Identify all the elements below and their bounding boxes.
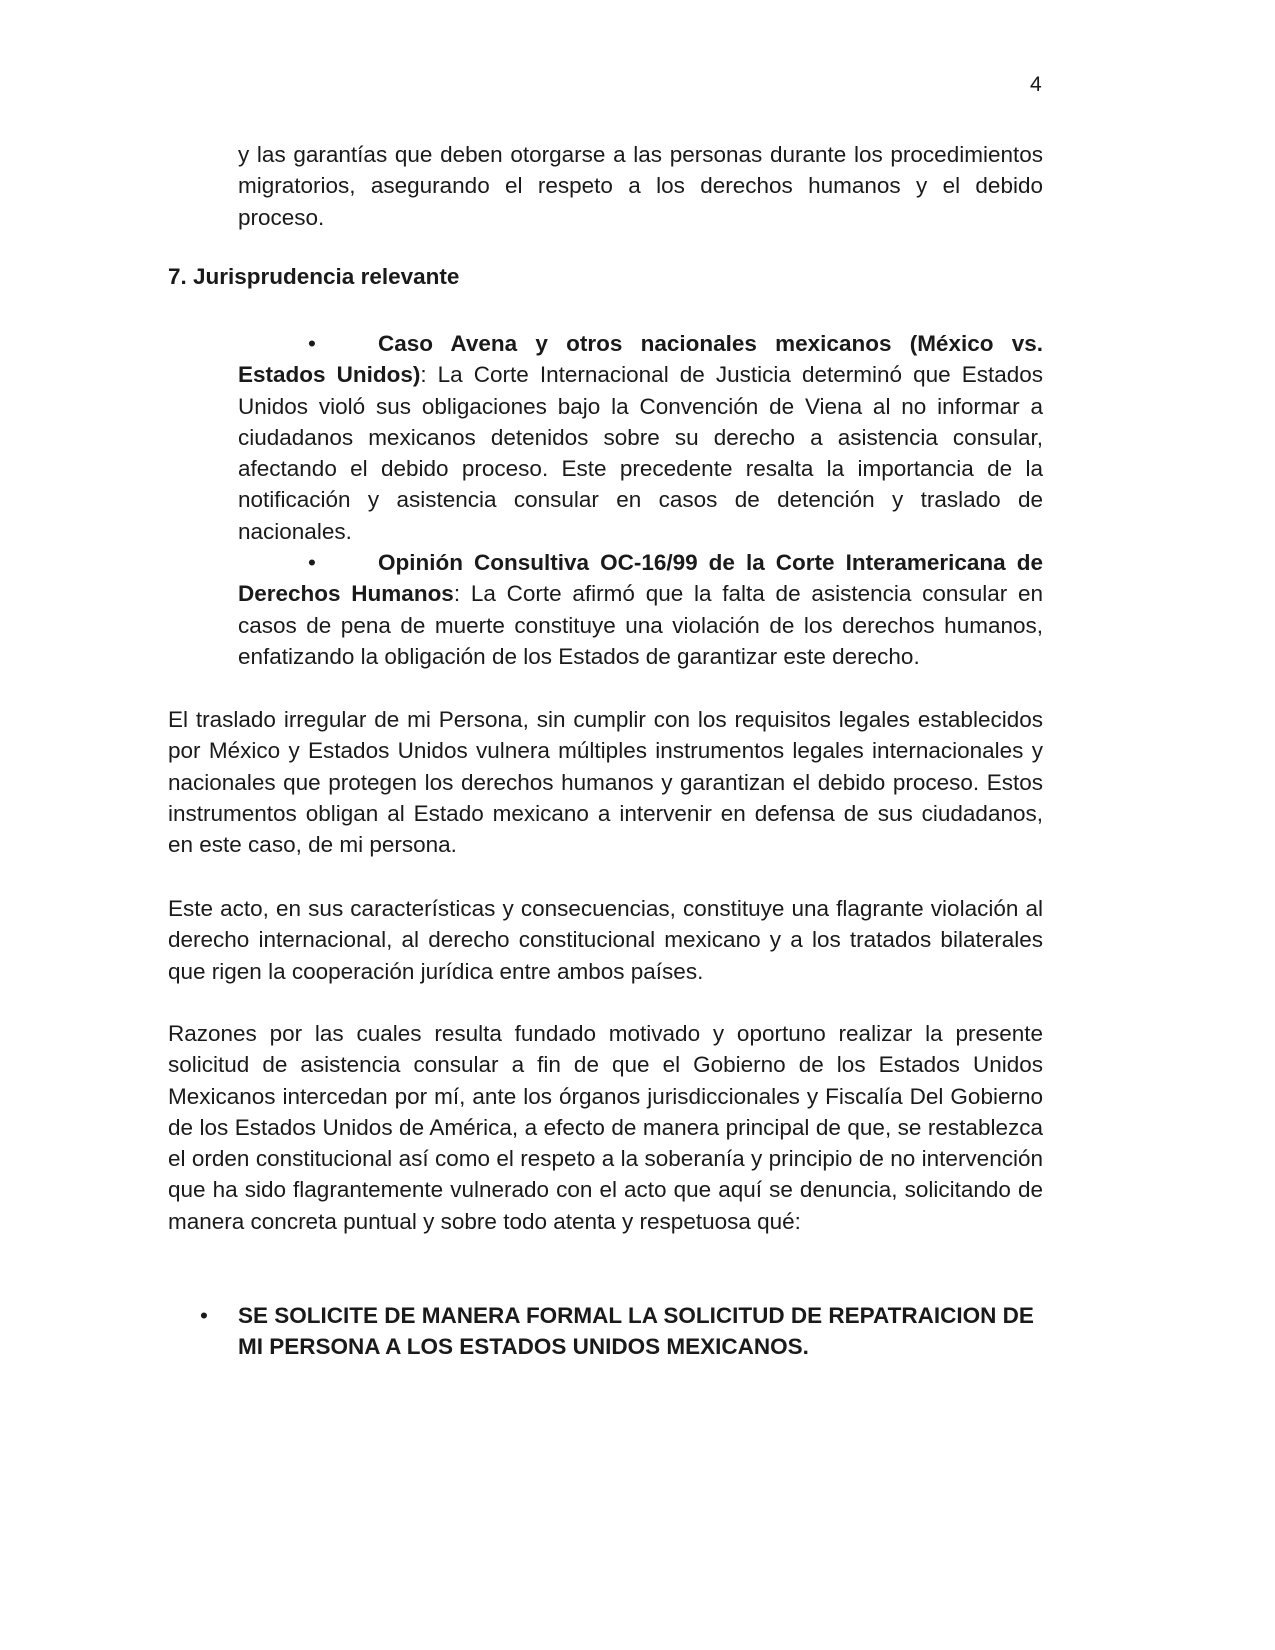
bullet-icon: • xyxy=(308,550,316,575)
jurisprudence-text: : La Corte afirmó que la falta de asistencia consular en casos de pena de muerte constituye una violación de los derechos humanos, enfatizando la obligación de los Estados de garantizar este derecho. xyxy=(238,581,1043,669)
jurisprudence-title: Opinión Consultiva OC-16/99 de la Corte Interamericana de Derechos Humanos xyxy=(238,550,1043,607)
request-item: SE SOLICITE DE MANERA FORMAL LA SOLICITUD DE REPATRAICION DE MI PERSONA A LOS ESTADOS UNIDOS MEXICANOS. xyxy=(238,1303,1034,1360)
section-heading: 7. Jurisprudencia relevante xyxy=(168,264,460,289)
request-list xyxy=(200,1300,1043,1363)
jurisprudence-text: : La Corte Internacional de Justicia determinó que Estados Unidos violó sus obligaciones bajo la Convención de Viena al no informar a ciudadanos mexicanos detenidos sobre su derecho a asistencia consular, afectando el debido proceso. Este precedente resalta la importancia de la notificación y asistencia consular en casos de detención y traslado de nacionales. xyxy=(238,362,1043,544)
page-number: 4 xyxy=(1030,73,1042,96)
bullet-icon: • xyxy=(200,1303,208,1328)
paragraph: El traslado irregular de mi Persona, sin cumplir con los requisitos legales establecidos por México y Estados Unidos vulnera múltiples instrumentos legales internacionales y nacionales que protegen los derechos humanos y garantizan el debido proceso. Estos instrumentos obligan al Estado mexicano a intervenir en defensa de sus ciudadanos, en este caso, de mi persona. xyxy=(168,707,1043,858)
paragraph: Razones por las cuales resulta fundado motivado y oportuno realizar la presente solicitud de asistencia consular a fin de que el Gobierno de los Estados Unidos Mexicanos intercedan por mí, ante los órganos jurisdiccionales y Fiscalía Del Gobierno de los Estados Unidos de América, a efecto de manera principal de que, se restablezca el orden constitucional así como el respeto a la soberanía y principio de no intervención que ha sido flagrantemente vulnerado con el acto que aquí se denuncia, solicitando de manera concreta puntual y sobre todo atenta y respetuosa qué: xyxy=(168,1021,1043,1234)
jurisprudence-item xyxy=(238,547,1043,672)
intro-paragraph: y las garantías que deben otorgarse a las personas durante los procedimientos migratorios, asegurando el respeto a los derechos humanos y el debido proceso. xyxy=(238,142,1043,230)
jurisprudence-item xyxy=(238,328,1043,547)
jurisprudence-title: Caso Avena y otros nacionales mexicanos (México vs. Estados Unidos) xyxy=(238,331,1043,388)
paragraph: Este acto, en sus características y consecuencias, constituye una flagrante violación al derecho internacional, al derecho constitucional mexicano y a los tratados bilaterales que rigen la cooperación jurídica entre ambos países. xyxy=(168,896,1043,984)
bullet-icon: • xyxy=(308,331,316,356)
